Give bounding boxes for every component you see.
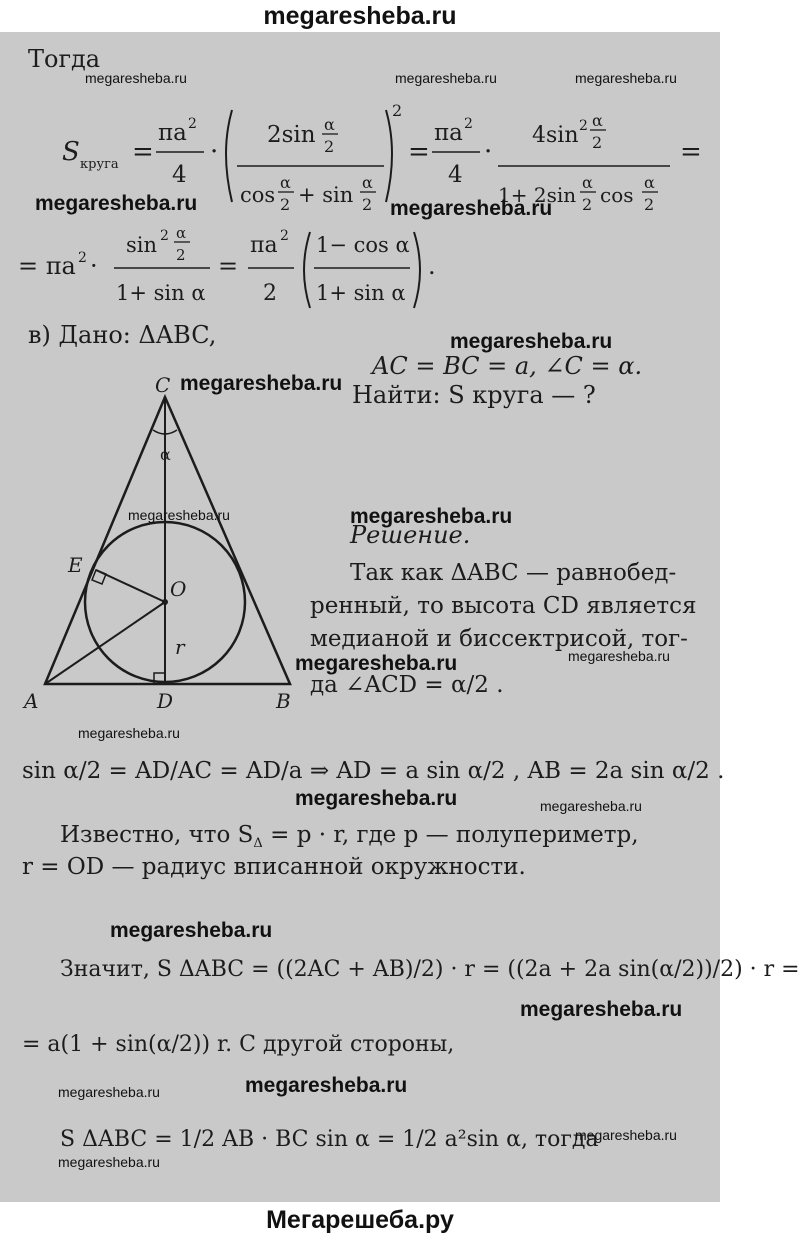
solution-para-line3: медианой и биссектрисой, тог- xyxy=(310,626,688,652)
circle-area-formula-line2 xyxy=(18,222,458,312)
site-header[interactable]: megaresheba.ru xyxy=(0,0,720,32)
svg-text:sin: sin xyxy=(126,233,158,257)
watermark: megaresheba.ru xyxy=(568,648,670,664)
svg-text:2: 2 xyxy=(78,250,87,266)
svg-text:2: 2 xyxy=(176,246,186,264)
svg-text:.: . xyxy=(428,252,436,280)
watermark: megaresheba.ru xyxy=(78,725,180,741)
label-c: C xyxy=(155,373,171,397)
svg-text:cos: cos xyxy=(600,183,634,207)
svg-text:·: · xyxy=(90,252,98,280)
solution-title: Решение. xyxy=(350,521,471,549)
svg-text:=: = xyxy=(218,252,239,280)
svg-text:2: 2 xyxy=(280,195,291,214)
find-line: Найти: S круга — ? xyxy=(352,381,596,409)
svg-text:=: = xyxy=(408,137,430,167)
svg-text:α: α xyxy=(176,224,187,242)
a-line: = a(1 + sin(α/2)) r. С другой стороны, xyxy=(22,1032,455,1057)
watermark: megaresheba.ru xyxy=(520,998,683,1021)
triangle-abc xyxy=(45,397,290,684)
svg-text:1+ 2sin: 1+ 2sin xyxy=(498,183,577,207)
svg-text:α: α xyxy=(644,173,655,192)
label-o: O xyxy=(170,577,187,601)
last-line: S ΔABC = 1/2 AB · BC sin α = 1/2 a²sin α, тогда xyxy=(60,1127,599,1152)
watermark: megaresheba.ru xyxy=(540,798,642,814)
part-v-given: в) Дано: ΔABC, xyxy=(28,321,217,349)
watermark: megaresheba.ru xyxy=(85,70,187,86)
sin-half-alpha-line: sin α/2 = AD/AC = AD/a ⇒ AD = a sin α/2 , AB = 2a sin α/2 . xyxy=(22,758,725,784)
svg-text:1+ sin α: 1+ sin α xyxy=(116,281,206,305)
svg-text:α: α xyxy=(592,111,603,130)
label-a: A xyxy=(24,689,39,713)
label-e: E xyxy=(68,553,83,577)
svg-text:2: 2 xyxy=(579,118,588,134)
watermark: megaresheba.ru xyxy=(245,1074,408,1097)
known-line1 xyxy=(60,822,639,852)
svg-text:2: 2 xyxy=(644,195,655,214)
svg-text:4: 4 xyxy=(172,162,187,188)
svg-text:+ sin: + sin xyxy=(298,183,354,207)
svg-text:α: α xyxy=(582,173,593,192)
solution-para-line4: да ∠ACD = α/2 . xyxy=(310,672,504,698)
given-conditions: AC = BC = a, ∠C = α. xyxy=(372,352,643,380)
togda-text: Тогда xyxy=(28,45,101,73)
triangle-figure xyxy=(20,362,310,722)
formula2-svg xyxy=(18,222,458,312)
svg-text:2: 2 xyxy=(392,101,403,120)
solution-para-line2: ренный, то высота CD является xyxy=(310,593,697,619)
svg-text:2: 2 xyxy=(188,116,197,132)
svg-text:круга: круга xyxy=(80,157,119,172)
svg-text:2: 2 xyxy=(592,133,603,152)
svg-text:4: 4 xyxy=(448,162,463,188)
watermark: megaresheba.ru xyxy=(110,919,273,942)
watermark: megaresheba.ru xyxy=(295,787,458,810)
known-line2: r = OD — радиус вписанной окружности. xyxy=(22,854,526,880)
watermark: megaresheba.ru xyxy=(295,652,458,675)
svg-text:α: α xyxy=(324,115,335,134)
svg-text:πa: πa xyxy=(250,233,278,258)
znachit-line: Значит, S ΔABC = ((2AC + AB)/2) · r = ((2a + 2a sin(α/2))/2) · r = xyxy=(60,957,800,982)
textbook-page xyxy=(0,32,800,1202)
svg-text:1+ sin α: 1+ sin α xyxy=(316,281,406,305)
svg-text:= πa: = πa xyxy=(18,252,76,280)
site-footer[interactable]: Мегарешеба.ру xyxy=(0,1202,720,1239)
label-d: D xyxy=(157,689,174,713)
known-rest: = p · r, где p — полупериметр, xyxy=(262,822,639,848)
watermark: megaresheba.ru xyxy=(390,197,553,220)
svg-text:1− cos α: 1− cos α xyxy=(316,233,410,257)
known-text: Известно, что S xyxy=(60,822,254,848)
solution-para-line1: Так как ΔABC — равнобед- xyxy=(350,560,677,586)
known-sub: Δ xyxy=(253,836,263,851)
svg-text:cos: cos xyxy=(240,183,276,207)
svg-text:2: 2 xyxy=(263,281,277,306)
watermark: megaresheba.ru xyxy=(35,192,198,215)
svg-text:2: 2 xyxy=(362,195,373,214)
svg-text:4sin: 4sin xyxy=(532,123,579,148)
svg-text:·: · xyxy=(210,137,219,167)
watermark: megaresheba.ru xyxy=(395,70,497,86)
label-alpha: α xyxy=(160,445,171,464)
label-r: r xyxy=(175,635,185,659)
watermark: megaresheba.ru xyxy=(350,505,513,528)
label-b: B xyxy=(276,689,291,713)
svg-text:2: 2 xyxy=(324,137,335,156)
svg-text:2: 2 xyxy=(160,228,169,244)
svg-text:2: 2 xyxy=(464,116,473,132)
watermark: megaresheba.ru xyxy=(575,70,677,86)
watermark: megaresheba.ru xyxy=(575,1127,677,1143)
watermark: megaresheba.ru xyxy=(128,507,230,523)
svg-text:=: = xyxy=(680,137,702,167)
watermark: megaresheba.ru xyxy=(450,330,613,353)
svg-text:πa: πa xyxy=(434,120,463,146)
svg-text:2sin: 2sin xyxy=(267,122,316,148)
watermark: megaresheba.ru xyxy=(58,1154,160,1170)
center-point xyxy=(162,599,168,605)
svg-text:=: = xyxy=(132,137,154,167)
watermark: megaresheba.ru xyxy=(180,372,343,395)
svg-text:α: α xyxy=(280,173,291,192)
svg-text:2: 2 xyxy=(280,228,289,244)
svg-text:2: 2 xyxy=(582,195,593,214)
svg-text:·: · xyxy=(484,137,493,167)
svg-text:α: α xyxy=(362,173,373,192)
svg-text:S: S xyxy=(62,137,80,167)
svg-text:πa: πa xyxy=(158,120,187,146)
watermark: megaresheba.ru xyxy=(58,1084,160,1100)
